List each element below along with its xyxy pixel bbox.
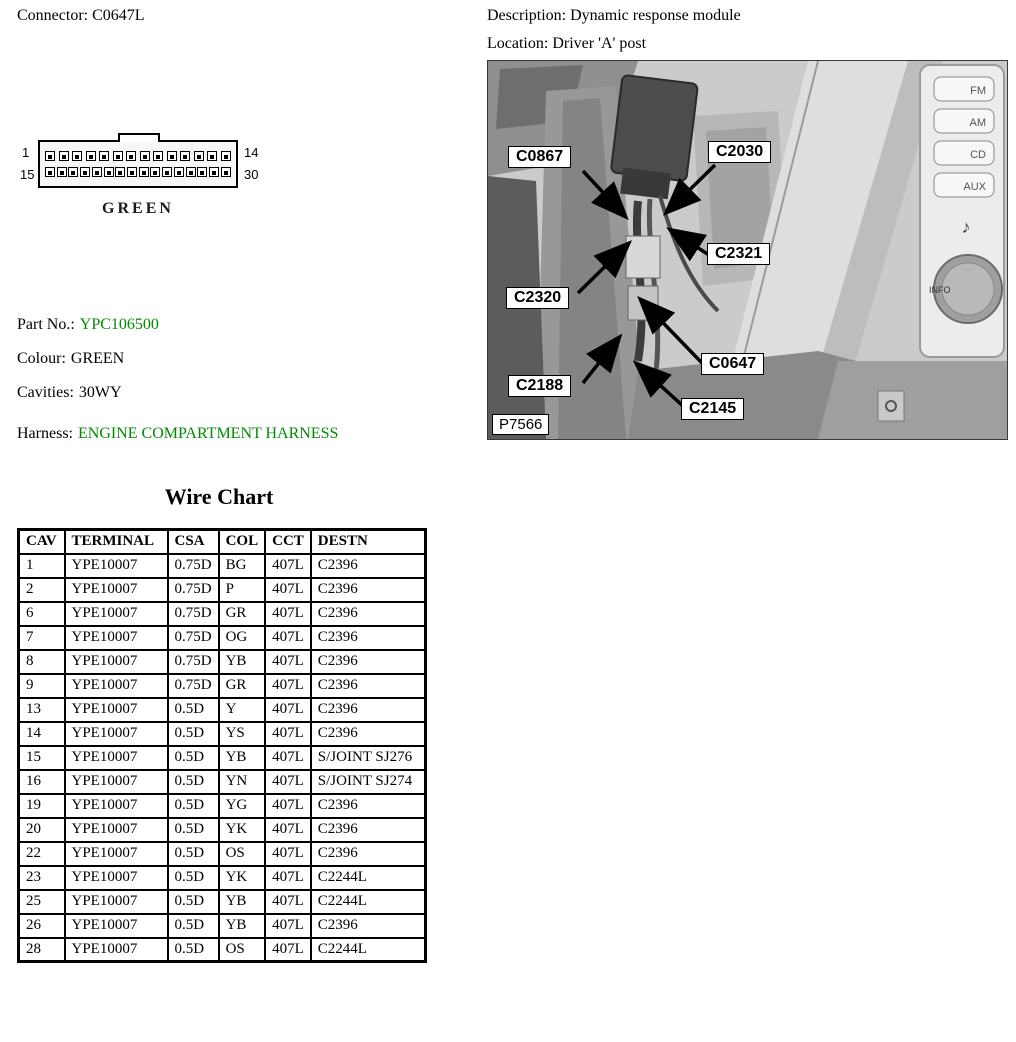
table-row — [19, 914, 426, 938]
table-cell: YPE10007 — [65, 842, 168, 866]
table-cell: YN — [219, 770, 266, 794]
table-cell: C2396 — [311, 842, 426, 866]
table-cell: 407L — [265, 554, 311, 578]
table-row — [19, 650, 426, 674]
table-cell: YPE10007 — [65, 602, 168, 626]
table-row — [19, 554, 426, 578]
table-cell: C2396 — [311, 674, 426, 698]
table-cell: 8 — [19, 650, 65, 674]
description-heading: Description: Dynamic response module — [487, 7, 741, 24]
harness-link[interactable]: ENGINE COMPARTMENT HARNESS — [77, 425, 339, 442]
table-cell: 407L — [265, 938, 311, 962]
connector-pin — [139, 167, 149, 177]
connector-pin — [86, 151, 96, 161]
connector-latch — [118, 133, 160, 142]
table-cell: YPE10007 — [65, 722, 168, 746]
cavities-value: 30WY — [78, 384, 122, 401]
table-row — [19, 746, 426, 770]
table-cell: 0.5D — [168, 866, 219, 890]
pin-row-top — [45, 151, 231, 161]
table-row — [19, 866, 426, 890]
part-no-line — [17, 316, 159, 334]
fm-button-label: FM — [970, 85, 986, 97]
col-header-cav: CAV — [19, 530, 65, 554]
table-row — [19, 722, 426, 746]
table-cell: C2396 — [311, 794, 426, 818]
table-row — [19, 842, 426, 866]
connector-pin — [45, 151, 55, 161]
table-cell: 25 — [19, 890, 65, 914]
table-cell: 0.75D — [168, 674, 219, 698]
table-cell: OG — [219, 626, 266, 650]
connector-pin — [153, 151, 163, 161]
table-cell: C2396 — [311, 554, 426, 578]
table-cell: 14 — [19, 722, 65, 746]
table-row — [19, 578, 426, 602]
connector-pin — [150, 167, 160, 177]
table-header-row — [19, 530, 426, 554]
connector-pin — [197, 167, 207, 177]
pin-number-1: 1 — [22, 145, 30, 160]
table-cell: 19 — [19, 794, 65, 818]
table-cell: C2244L — [311, 890, 426, 914]
cd-button-label: CD — [970, 149, 986, 161]
table-cell: YPE10007 — [65, 746, 168, 770]
aux-button-label: AUX — [963, 181, 986, 193]
table-cell: 407L — [265, 698, 311, 722]
table-cell: 407L — [265, 914, 311, 938]
table-cell: 0.5D — [168, 698, 219, 722]
table-cell: C2396 — [311, 602, 426, 626]
table-cell: YPE10007 — [65, 794, 168, 818]
connector-pin — [167, 151, 177, 161]
connector-pin — [174, 167, 184, 177]
table-cell: C2244L — [311, 866, 426, 890]
wire-chart-table — [17, 528, 427, 963]
table-cell: C2396 — [311, 818, 426, 842]
table-cell: YB — [219, 746, 266, 770]
wire-chart-title: Wire Chart — [164, 484, 274, 509]
table-cell: 15 — [19, 746, 65, 770]
table-cell: C2396 — [311, 722, 426, 746]
table-cell: 0.5D — [168, 890, 219, 914]
connector-pin — [99, 151, 109, 161]
table-cell: 0.75D — [168, 554, 219, 578]
table-cell: 0.75D — [168, 650, 219, 674]
table-cell: 0.5D — [168, 722, 219, 746]
location-illustration — [487, 60, 1008, 440]
connector-pin — [126, 151, 136, 161]
connector-pin — [80, 167, 90, 177]
table-cell: YB — [219, 650, 266, 674]
table-cell: 7 — [19, 626, 65, 650]
connector-pin — [72, 151, 82, 161]
table-cell: S/JOINT SJ276 — [311, 746, 426, 770]
table-cell: C2396 — [311, 698, 426, 722]
table-cell: C2396 — [311, 914, 426, 938]
table-cell: YS — [219, 722, 266, 746]
table-cell: YPE10007 — [65, 938, 168, 962]
table-cell: 407L — [265, 626, 311, 650]
table-row — [19, 602, 426, 626]
music-note-icon: ♪ — [961, 217, 971, 237]
table-cell: Y — [219, 698, 266, 722]
table-cell: YPE10007 — [65, 770, 168, 794]
callout-c2321: C2321 — [707, 243, 770, 265]
table-cell: 407L — [265, 770, 311, 794]
connector-body — [38, 140, 238, 188]
part-no-label: Part No.: — [17, 316, 75, 333]
table-cell: YPE10007 — [65, 650, 168, 674]
table-cell: YPE10007 — [65, 890, 168, 914]
table-cell: C2244L — [311, 938, 426, 962]
connector-pin — [186, 167, 196, 177]
table-cell: 0.5D — [168, 938, 219, 962]
table-cell: 28 — [19, 938, 65, 962]
cavities-label: Cavities: — [17, 384, 74, 401]
info-label: INFO — [929, 285, 951, 295]
callout-c2030: C2030 — [708, 141, 771, 163]
table-row — [19, 770, 426, 794]
col-header-col: COL — [219, 530, 266, 554]
connector-pin — [194, 151, 204, 161]
table-cell: 407L — [265, 602, 311, 626]
table-cell: OS — [219, 938, 266, 962]
table-cell: 407L — [265, 794, 311, 818]
table-cell: 407L — [265, 818, 311, 842]
table-cell: 26 — [19, 914, 65, 938]
am-button-label: AM — [969, 117, 986, 129]
table-row — [19, 698, 426, 722]
table-cell: 0.5D — [168, 746, 219, 770]
callout-c2188: C2188 — [508, 375, 571, 397]
table-cell: GR — [219, 674, 266, 698]
table-cell: C2396 — [311, 626, 426, 650]
connector-pin — [59, 151, 69, 161]
col-header-cct: CCT — [265, 530, 311, 554]
connector-pin — [45, 167, 55, 177]
table-cell: 407L — [265, 746, 311, 770]
table-row — [19, 674, 426, 698]
colour-label: Colour: — [17, 350, 66, 367]
table-cell: 1 — [19, 554, 65, 578]
table-cell: OS — [219, 842, 266, 866]
table-cell: 0.5D — [168, 794, 219, 818]
callout-c0867: C0867 — [508, 146, 571, 168]
part-no-link[interactable]: YPC106500 — [79, 316, 159, 333]
table-cell: 13 — [19, 698, 65, 722]
table-cell: 407L — [265, 722, 311, 746]
table-cell: YPE10007 — [65, 626, 168, 650]
table-row — [19, 818, 426, 842]
colour-line — [17, 350, 124, 368]
pin-number-14: 14 — [244, 145, 259, 160]
connector-pin — [104, 167, 114, 177]
connector-pin — [68, 167, 78, 177]
figure-id-label: P7566 — [492, 414, 549, 435]
table-cell: YPE10007 — [65, 914, 168, 938]
connector-pin — [162, 167, 172, 177]
table-cell: 20 — [19, 818, 65, 842]
table-cell: C2396 — [311, 578, 426, 602]
connector-pin — [140, 151, 150, 161]
table-cell: 0.75D — [168, 626, 219, 650]
connector-pin — [207, 151, 217, 161]
callout-c2145: C2145 — [681, 398, 744, 420]
table-cell: YPE10007 — [65, 674, 168, 698]
connector-pin — [92, 167, 102, 177]
col-header-destn: DESTN — [311, 530, 426, 554]
table-cell: 23 — [19, 866, 65, 890]
connector-pin — [180, 151, 190, 161]
pin-number-15: 15 — [20, 167, 35, 182]
table-cell: S/JOINT SJ274 — [311, 770, 426, 794]
callout-c2320: C2320 — [506, 287, 569, 309]
connector-pin — [221, 167, 231, 177]
table-cell: YG — [219, 794, 266, 818]
connector-pin — [221, 151, 231, 161]
cavities-line — [17, 384, 122, 402]
table-cell: YPE10007 — [65, 554, 168, 578]
table-row — [19, 890, 426, 914]
pin-row-bottom — [45, 167, 231, 177]
harness-label: Harness: — [17, 425, 73, 442]
table-cell: YPE10007 — [65, 698, 168, 722]
table-cell: 407L — [265, 866, 311, 890]
table-cell: 9 — [19, 674, 65, 698]
table-cell: 0.5D — [168, 770, 219, 794]
table-cell: P — [219, 578, 266, 602]
table-cell: 407L — [265, 674, 311, 698]
table-cell: C2396 — [311, 650, 426, 674]
table-cell: YB — [219, 890, 266, 914]
table-cell: 22 — [19, 842, 65, 866]
table-cell: 6 — [19, 602, 65, 626]
table-cell: YK — [219, 818, 266, 842]
table-row — [19, 794, 426, 818]
harness-line — [17, 425, 338, 443]
table-cell: 407L — [265, 890, 311, 914]
pin-number-30: 30 — [244, 167, 259, 182]
connector-pin — [209, 167, 219, 177]
table-cell: 16 — [19, 770, 65, 794]
connector-pin — [115, 167, 125, 177]
table-cell: 0.75D — [168, 602, 219, 626]
connector-pin — [113, 151, 123, 161]
table-cell: YB — [219, 914, 266, 938]
table-cell: YPE10007 — [65, 578, 168, 602]
table-row — [19, 938, 426, 962]
table-row — [19, 626, 426, 650]
wire-chart-body — [19, 554, 426, 962]
table-cell: 0.5D — [168, 842, 219, 866]
table-cell: YPE10007 — [65, 818, 168, 842]
col-header-terminal: TERMINAL — [65, 530, 168, 554]
connector-pin — [57, 167, 67, 177]
table-cell: 407L — [265, 842, 311, 866]
table-cell: 407L — [265, 578, 311, 602]
table-cell: GR — [219, 602, 266, 626]
connector-face-diagram — [20, 140, 259, 218]
table-cell: YK — [219, 866, 266, 890]
table-cell: 2 — [19, 578, 65, 602]
connector-heading: Connector: C0647L — [17, 7, 145, 24]
table-cell: YPE10007 — [65, 866, 168, 890]
connector-pin — [127, 167, 137, 177]
table-cell: 0.5D — [168, 818, 219, 842]
col-header-csa: CSA — [168, 530, 219, 554]
table-cell: BG — [219, 554, 266, 578]
callout-c0647: C0647 — [701, 353, 764, 375]
colour-value: GREEN — [70, 350, 125, 367]
table-cell: 0.75D — [168, 578, 219, 602]
location-heading: Location: Driver 'A' post — [487, 35, 647, 52]
table-cell: 0.5D — [168, 914, 219, 938]
connector-color-label: GREEN — [102, 200, 174, 217]
table-cell: 407L — [265, 650, 311, 674]
